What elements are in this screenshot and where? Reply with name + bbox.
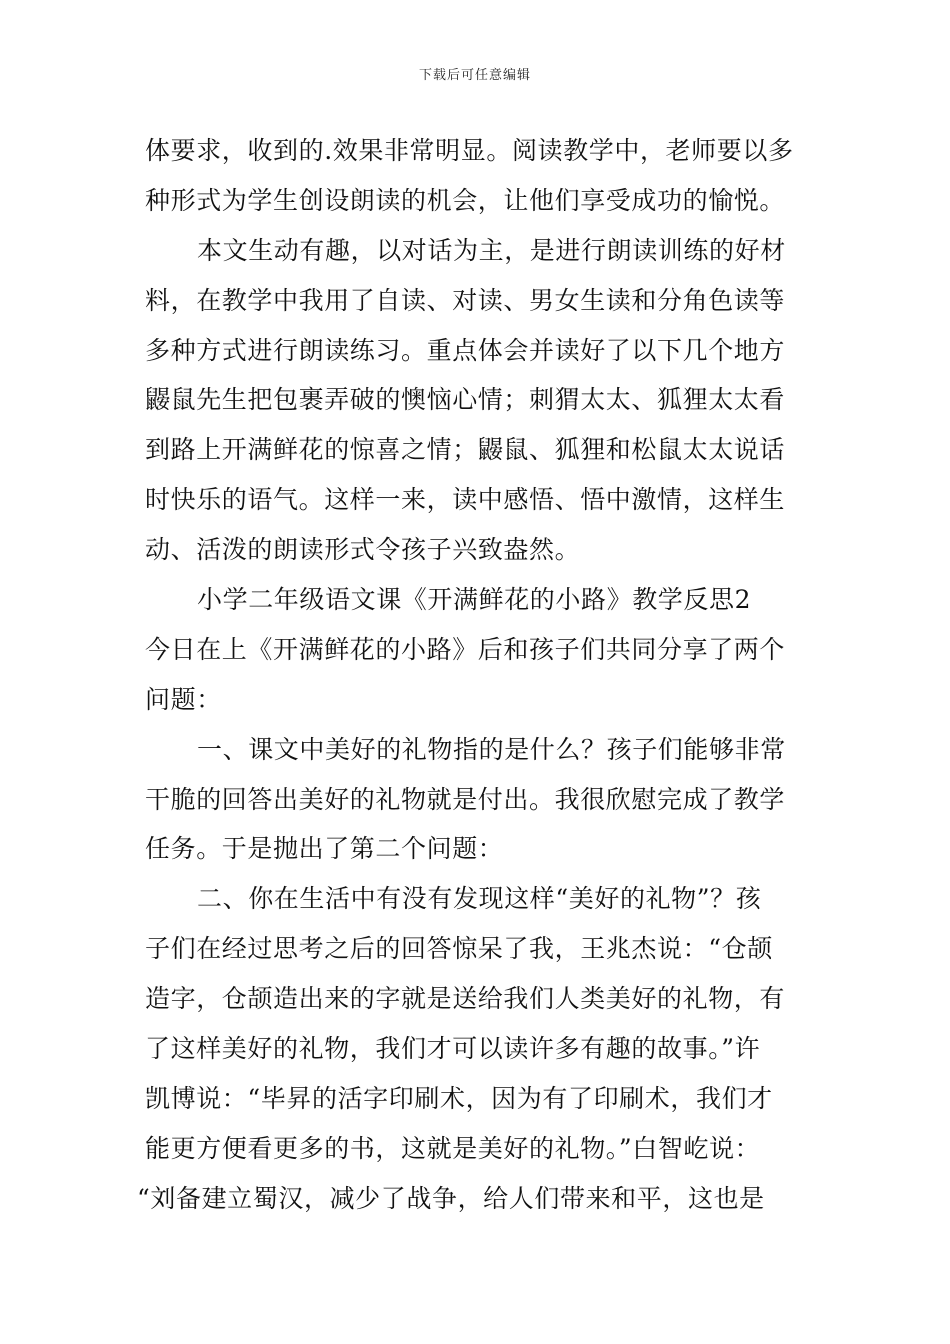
text-line: 今日在上《开满鲜花的小路》后和孩子们共同分享了两个 [145, 634, 786, 664]
paragraph-start-line: 二、你在生活中有没有发现这样“美好的礼物”？孩 [197, 884, 762, 914]
text-line: 问题： [145, 684, 222, 714]
text-line: 了这样美好的礼物，我们才可以读许多有趣的故事。”许 [145, 1034, 761, 1064]
text-line: 料，在教学中我用了自读、对读、男女生读和分角色读等 [145, 285, 786, 315]
text-line: 种形式为学生创设朗读的机会，让他们享受成功的愉悦。 [145, 185, 786, 215]
text-line: 子们在经过思考之后的回答惊呆了我，王兆杰说：“仓颉 [145, 934, 773, 964]
text-line: 鼹鼠先生把包裹弄破的懊恼心情；刺猬太太、狐狸太太看 [145, 385, 786, 415]
paragraph-start-line: 一、课文中美好的礼物指的是什么？孩子们能够非常 [197, 734, 786, 764]
text-line: 造字，仓颉造出来的字就是送给我们人类美好的礼物，有 [145, 984, 786, 1014]
document-body [137, 126, 810, 1224]
text-line: 能更方便看更多的书，这就是美好的礼物。”白智屹说： [145, 1133, 761, 1163]
section-title-line: 小学二年级语文课《开满鲜花的小路》教学反思2 [197, 585, 752, 615]
text-line: 凯博说：“毕昇的活字印刷术，因为有了印刷术，我们才 [145, 1083, 773, 1113]
text-line: 多种方式进行朗读练习。重点体会并读好了以下几个地方 [145, 335, 786, 365]
text-line: 到路上开满鲜花的惊喜之情；鼹鼠、狐狸和松鼠太太说话 [145, 435, 786, 465]
text-line: 动、活泼的朗读形式令孩子兴致盎然。 [145, 535, 581, 565]
paragraph-start-line: 本文生动有趣，以对话为主，是进行朗读训练的好材 [197, 235, 786, 265]
text-line: 任务。于是抛出了第二个问题： [145, 834, 504, 864]
text-line: “刘备建立蜀汉，减少了战争，给人们带来和平，这也是 [137, 1183, 765, 1213]
text-line: 时快乐的语气。这样一来，读中感悟、悟中激情，这样生 [145, 485, 786, 515]
text-line: 体要求，收到的.效果非常明显。阅读教学中，老师要以多 [145, 136, 794, 165]
text-line: 干脆的回答出美好的礼物就是付出。我很欣慰完成了教学 [145, 784, 786, 814]
page-header: 下载后可任意编辑 [418, 68, 531, 83]
